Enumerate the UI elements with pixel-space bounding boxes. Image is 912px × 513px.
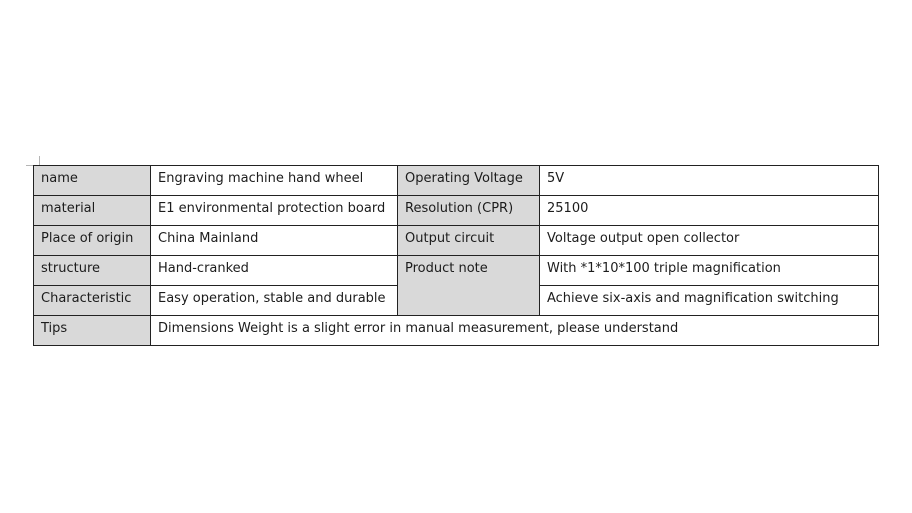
spec-label-output-circuit: Output circuit <box>398 226 540 256</box>
spec-value-place-of-origin: China Mainland <box>151 226 398 256</box>
spec-value-structure: Hand-cranked <box>151 256 398 286</box>
spec-label-name: name <box>34 166 151 196</box>
spec-label-structure: structure <box>34 256 151 286</box>
spec-label-tips: Tips <box>34 316 151 346</box>
spec-label-material: material <box>34 196 151 226</box>
spec-table <box>33 165 879 346</box>
spec-label-characteristic: Characteristic <box>34 286 151 316</box>
spec-value-product-note-1: With *1*10*100 triple magnification <box>540 256 879 286</box>
table-row <box>34 256 879 286</box>
spec-value-material: E1 environmental protection board <box>151 196 398 226</box>
spec-value-resolution: 25100 <box>540 196 879 226</box>
spec-value-output-circuit: Voltage output open collector <box>540 226 879 256</box>
spec-value-characteristic: Easy operation, stable and durable <box>151 286 398 316</box>
spec-label-product-note: Product note <box>398 256 540 316</box>
table-row <box>34 226 879 256</box>
spec-value-operating-voltage: 5V <box>540 166 879 196</box>
table-row <box>34 316 879 346</box>
spec-label-place-of-origin: Place of origin <box>34 226 151 256</box>
spec-label-operating-voltage: Operating Voltage <box>398 166 540 196</box>
spec-value-product-note-2: Achieve six-axis and magnification switching <box>540 286 879 316</box>
spec-label-resolution: Resolution (CPR) <box>398 196 540 226</box>
spec-value-tips: Dimensions Weight is a slight error in manual measurement, please understand <box>151 316 879 346</box>
table-row <box>34 196 879 226</box>
spec-value-name: Engraving machine hand wheel <box>151 166 398 196</box>
table-row <box>34 166 879 196</box>
